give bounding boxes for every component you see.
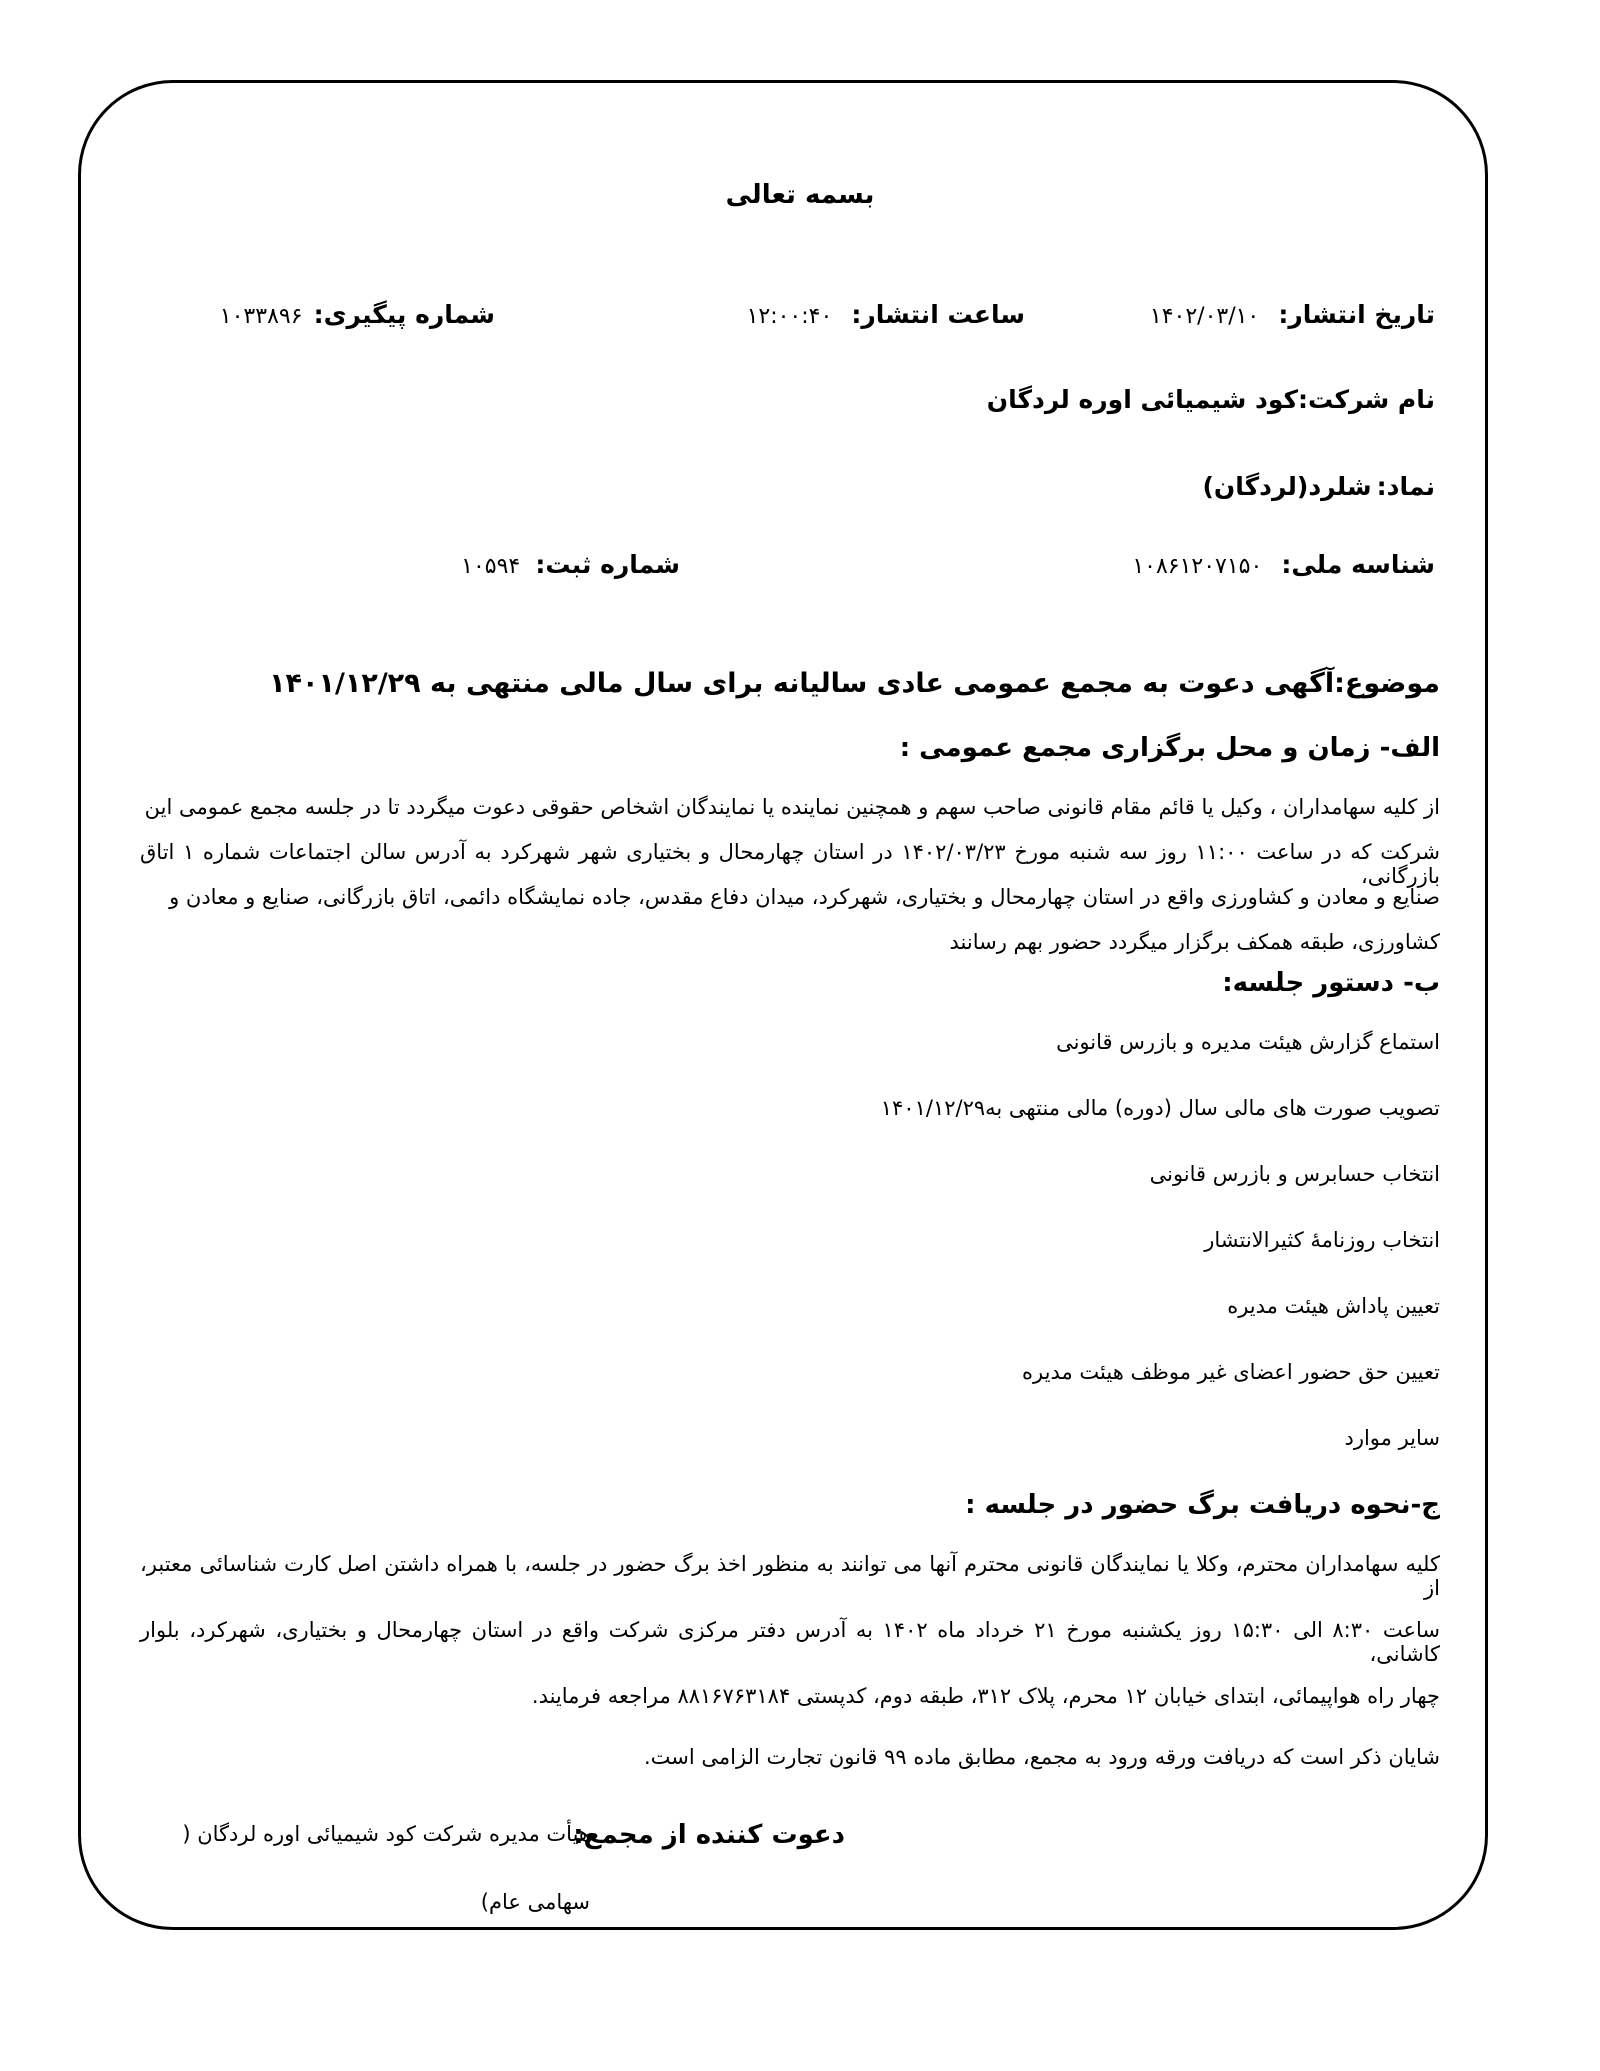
agenda-item: تعیین حق حضور اعضای غیر موظف هیئت مدیره — [1022, 1360, 1440, 1384]
section-c-heading: ج-نحوه دریافت برگ حضور در جلسه : — [965, 1490, 1440, 1520]
section-c-line: کلیه سهامداران محترم، وکلا یا نمایندگان قانونی محترم آنها می توانند به منظور اخذ برگ حضور در جلسه، با همراه داشتن اصل کارت شناسائی معتبر، از — [140, 1552, 1440, 1600]
national-id-value: ۱۰۸۶۱۲۰۷۱۵۰ — [1132, 554, 1263, 579]
company-row — [987, 385, 1435, 414]
inviter-label: دعوت کننده از مجمع: — [573, 1820, 845, 1850]
publish-date-value: ۱۴۰۲/۰۳/۱۰ — [1149, 304, 1260, 329]
company-label: نام شرکت: — [1298, 385, 1435, 414]
section-c-line: چهار راه هواپیمائی، ابتدای خیابان ۱۲ محرم، پلاک ۳۱۲، طبقه دوم، کدپستی ۸۸۱۶۷۶۳۱۸۴ مراجعه فرمایند. — [531, 1684, 1440, 1708]
publish-time-row — [747, 300, 1025, 329]
publish-date-label: تاریخ انتشار: — [1278, 300, 1435, 329]
agenda-item: تعیین پاداش هیئت مدیره — [1227, 1294, 1440, 1318]
tracking-number-value: ۱۰۳۳۸۹۶ — [219, 304, 303, 329]
symbol-row — [1202, 472, 1435, 501]
symbol-label: نماد: — [1376, 472, 1435, 501]
section-a-line: صنایع و معادن و کشاورزی واقع در استان چهارمحال و بختیاری، شهرکرد، میدان دفاع مقدس، جاده نمایشگاه دائمی، اتاق بازرگانی، صنایع و معادن و — [169, 885, 1440, 909]
document-title: بسمه تعالی — [725, 180, 875, 210]
publish-time-label: ساعت انتشار: — [851, 300, 1025, 329]
registration-row — [461, 550, 680, 579]
section-a-heading: الف- زمان و محل برگزاری مجمع عمومی : — [899, 733, 1440, 763]
publish-time-value: ۱۲:۰۰:۴۰ — [746, 304, 833, 329]
registration-label: شماره ثبت: — [535, 550, 680, 579]
section-c-line: ساعت ۸:۳۰ الی ۱۵:۳۰ روز یکشنبه مورخ ۲۱ خرداد ماه ۱۴۰۲ به آدرس دفتر مرکزی شرکت واقع در استان چهارمحال و بختیاری، شهرکرد، بلوار کاشانی، — [140, 1618, 1441, 1666]
inviter-name-line2: سهامی عام) — [480, 1890, 590, 1914]
subject-line: موضوع:آگهی دعوت به مجمع عمومی عادی سالیانه برای سال مالی منتهی به ۱۴۰۱/۱۲/۲۹ — [269, 668, 1440, 699]
agenda-item: تصویب صورت های مالی سال (دوره) مالی منتهی به۱۴۰۱/۱۲/۲۹ — [880, 1096, 1440, 1120]
section-a-line: شرکت که در ساعت ۱۱:۰۰ روز سه شنبه مورخ ۱۴۰۲/۰۳/۲۳ در استان چهارمحال و بختیاری شهر شهرکرد به آدرس سالن اجتماعات شماره ۱ اتاق بازرگانی، — [140, 840, 1440, 888]
agenda-item: انتخاب روزنامۀ کثیرالانتشار — [1204, 1228, 1440, 1252]
registration-value: ۱۰۵۹۴ — [461, 554, 521, 579]
national-id-row — [1132, 550, 1435, 579]
section-c-line: شایان ذکر است که دریافت ورقه ورود به مجمع، مطابق ماده ۹۹ قانون تجارت الزامی است. — [644, 1745, 1440, 1769]
agenda-item: سایر موارد — [1344, 1426, 1440, 1450]
section-b-heading: ب- دستور جلسه: — [1222, 968, 1440, 998]
symbol-value: شلرد(لردگان) — [1202, 472, 1372, 501]
section-a-line: از کلیه سهامداران ، وکیل یا قائم مقام قانونی صاحب سهم و همچنین نماینده یا نمایندگان اشخاص حقوقی دعوت میگردد تا در جلسه مجمع عمومی این — [144, 795, 1440, 819]
inviter-name-line1: هیأت مدیره شرکت کود شیمیائی اوره لردگان ( — [182, 1822, 590, 1846]
agenda-item: استماع گزارش هیئت مدیره و بازرس قانونی — [1056, 1030, 1440, 1054]
tracking-number-label: شماره پیگیری: — [313, 300, 495, 329]
publish-date-row — [1150, 300, 1435, 329]
national-id-label: شناسه ملی: — [1281, 550, 1435, 579]
agenda-item: انتخاب حسابرس و بازرس قانونی — [1149, 1162, 1440, 1186]
company-name: کود شیمیائی اوره لردگان — [986, 385, 1299, 414]
tracking-number-row — [220, 300, 495, 329]
section-a-line: کشاورزی، طبقه همکف برگزار میگردد حضور بهم رسانند — [949, 930, 1440, 954]
